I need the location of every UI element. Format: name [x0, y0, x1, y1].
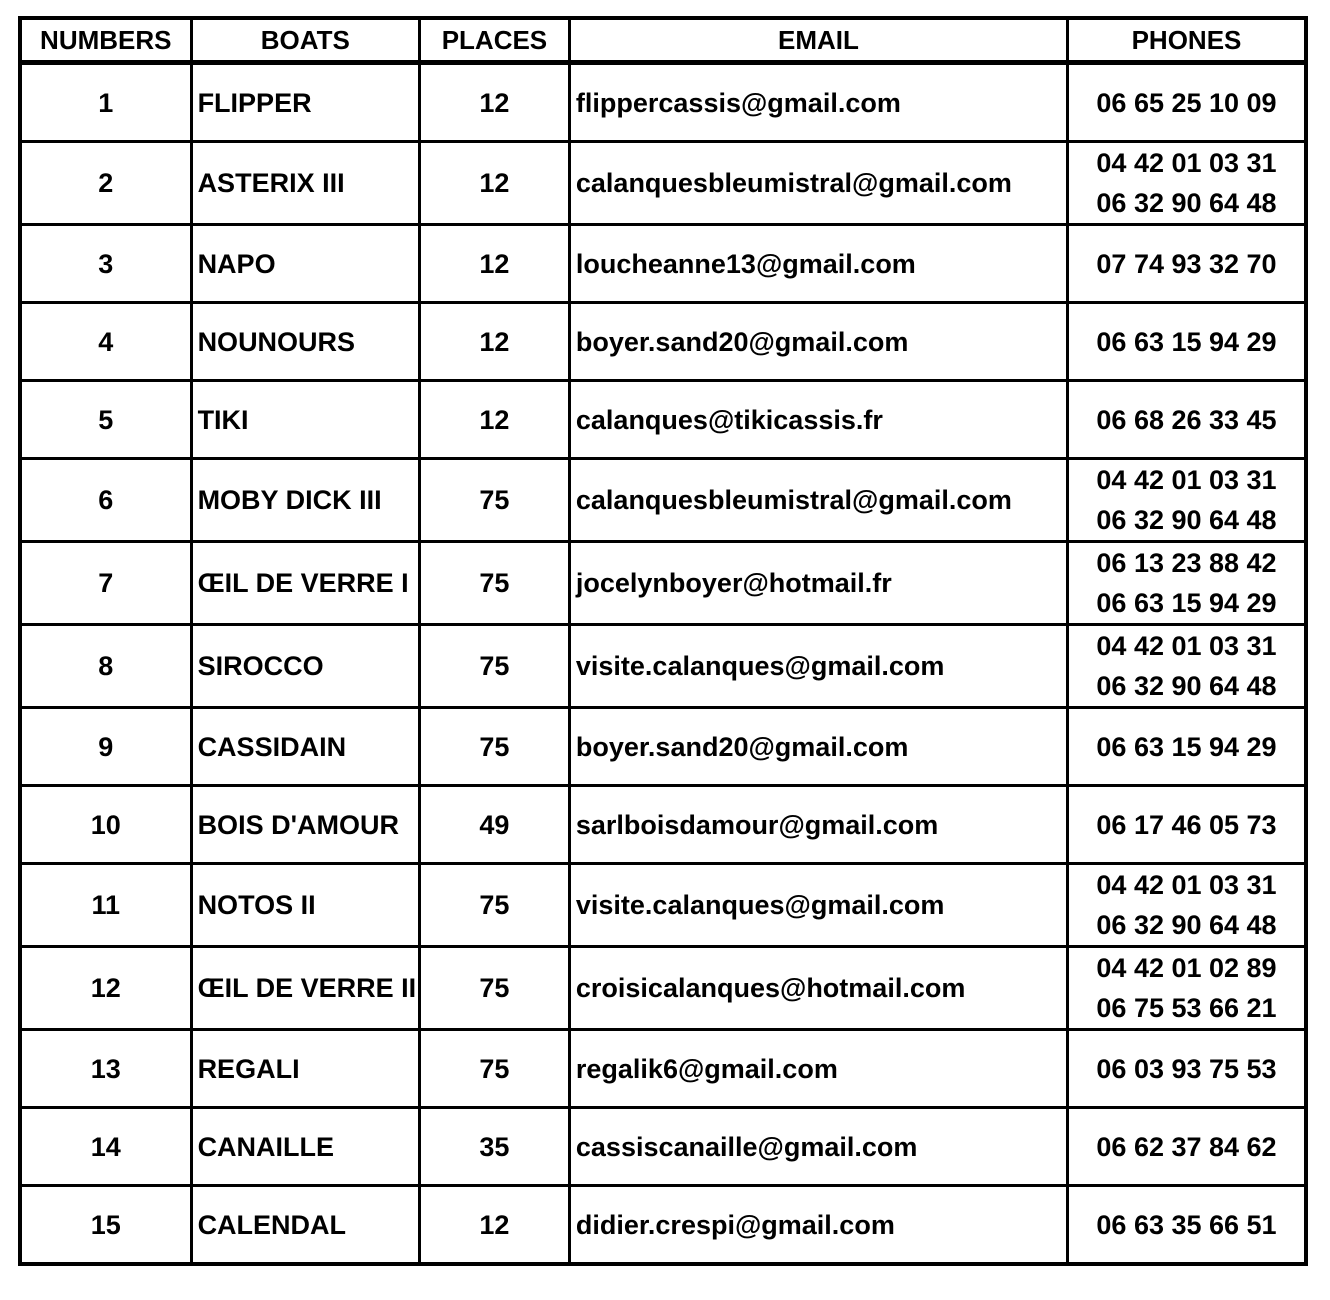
- header-places: PLACES: [419, 18, 569, 63]
- boat-email-cell: calanquesbleumistral@gmail.com: [569, 142, 1067, 225]
- header-email: EMAIL: [569, 18, 1067, 63]
- boat-email-cell: sarlboisdamour@gmail.com: [569, 786, 1067, 864]
- boat-number-cell: 7: [20, 542, 191, 625]
- phone-number: 07 74 93 32 70: [1096, 248, 1277, 279]
- boat-places-cell: 12: [419, 225, 569, 303]
- boat-number-cell: 13: [20, 1030, 191, 1108]
- boat-name-cell: NOUNOURS: [191, 303, 419, 381]
- boat-places-cell: 49: [419, 786, 569, 864]
- table-row: [20, 1030, 1306, 1108]
- phone-number: 06 63 15 94 29: [1096, 326, 1277, 357]
- boat-places-cell: 12: [419, 1186, 569, 1265]
- phone-number: 06 63 15 94 29: [1096, 731, 1277, 762]
- boat-number-cell: 6: [20, 459, 191, 542]
- boat-number-cell: 4: [20, 303, 191, 381]
- phone-number: 06 32 90 64 48: [1096, 910, 1277, 940]
- boat-name-cell: CANAILLE: [191, 1108, 419, 1186]
- table-row: [20, 542, 1306, 625]
- table-row: [20, 142, 1306, 225]
- boat-places-cell: 75: [419, 1030, 569, 1108]
- boat-email-cell: croisicalanques@hotmail.com: [569, 947, 1067, 1030]
- boat-phones-cell: [1067, 142, 1306, 225]
- boat-name-cell: FLIPPER: [191, 63, 419, 142]
- table-row: [20, 225, 1306, 303]
- phone-number: 04 42 01 03 31: [1096, 870, 1277, 900]
- header-row: [20, 18, 1306, 63]
- boat-places-cell: 12: [419, 63, 569, 142]
- table-row: [20, 864, 1306, 947]
- boat-places-cell: 75: [419, 459, 569, 542]
- boat-phones-cell: [1067, 63, 1306, 142]
- table-row: [20, 1108, 1306, 1186]
- boat-name-cell: REGALI: [191, 1030, 419, 1108]
- boat-phones-cell: [1067, 1186, 1306, 1265]
- boat-number-cell: 8: [20, 625, 191, 708]
- table-body: [20, 63, 1306, 1265]
- boat-name-cell: ASTERIX III: [191, 142, 419, 225]
- boat-places-cell: 12: [419, 303, 569, 381]
- phone-number: 06 62 37 84 62: [1096, 1131, 1277, 1162]
- boat-name-cell: NAPO: [191, 225, 419, 303]
- phone-number: 06 32 90 64 48: [1096, 505, 1277, 535]
- table-header: [20, 18, 1306, 63]
- phone-number: 06 68 26 33 45: [1096, 404, 1277, 435]
- boat-name-cell: MOBY DICK III: [191, 459, 419, 542]
- boat-name-cell: SIROCCO: [191, 625, 419, 708]
- boat-email-cell: didier.crespi@gmail.com: [569, 1186, 1067, 1265]
- boat-phones-cell: [1067, 303, 1306, 381]
- boat-places-cell: 35: [419, 1108, 569, 1186]
- boat-places-cell: 75: [419, 708, 569, 786]
- boat-places-cell: 12: [419, 142, 569, 225]
- boats-table: [18, 16, 1308, 1266]
- boat-number-cell: 10: [20, 786, 191, 864]
- boat-email-cell: boyer.sand20@gmail.com: [569, 303, 1067, 381]
- boat-phones-cell: [1067, 786, 1306, 864]
- table-row: [20, 708, 1306, 786]
- boat-phones-cell: [1067, 625, 1306, 708]
- boat-phones-cell: [1067, 225, 1306, 303]
- boat-phones-cell: [1067, 459, 1306, 542]
- boat-email-cell: jocelynboyer@hotmail.fr: [569, 542, 1067, 625]
- boat-phones-cell: [1067, 1030, 1306, 1108]
- table-row: [20, 63, 1306, 142]
- boat-phones-cell: [1067, 1108, 1306, 1186]
- header-boats: BOATS: [191, 18, 419, 63]
- phone-number: 06 17 46 05 73: [1096, 809, 1277, 840]
- boat-email-cell: cassiscanaille@gmail.com: [569, 1108, 1067, 1186]
- phone-number: 06 65 25 10 09: [1096, 87, 1277, 118]
- boat-number-cell: 2: [20, 142, 191, 225]
- phone-number: 04 42 01 02 89: [1096, 953, 1277, 983]
- phone-number: 06 32 90 64 48: [1096, 671, 1277, 701]
- table-row: [20, 303, 1306, 381]
- boat-name-cell: TIKI: [191, 381, 419, 459]
- phone-number: 06 32 90 64 48: [1096, 188, 1277, 218]
- boat-number-cell: 1: [20, 63, 191, 142]
- boat-name-cell: NOTOS II: [191, 864, 419, 947]
- boat-places-cell: 75: [419, 625, 569, 708]
- boat-name-cell: BOIS D'AMOUR: [191, 786, 419, 864]
- table-row: [20, 947, 1306, 1030]
- phone-number: 06 03 93 75 53: [1096, 1053, 1277, 1084]
- boat-name-cell: CALENDAL: [191, 1186, 419, 1265]
- table-row: [20, 381, 1306, 459]
- phone-number: 04 42 01 03 31: [1096, 148, 1277, 178]
- table-row: [20, 786, 1306, 864]
- boat-phones-cell: [1067, 708, 1306, 786]
- table-row: [20, 1186, 1306, 1265]
- boat-email-cell: boyer.sand20@gmail.com: [569, 708, 1067, 786]
- boat-email-cell: loucheanne13@gmail.com: [569, 225, 1067, 303]
- boat-email-cell: visite.calanques@gmail.com: [569, 864, 1067, 947]
- boat-number-cell: 14: [20, 1108, 191, 1186]
- boat-email-cell: regalik6@gmail.com: [569, 1030, 1067, 1108]
- phone-number: 04 42 01 03 31: [1096, 631, 1277, 661]
- table-row: [20, 459, 1306, 542]
- boat-number-cell: 11: [20, 864, 191, 947]
- phone-number: 06 13 23 88 42: [1096, 548, 1277, 578]
- boat-places-cell: 75: [419, 542, 569, 625]
- boat-number-cell: 5: [20, 381, 191, 459]
- phone-number: 06 63 35 66 51: [1096, 1209, 1277, 1240]
- table-row: [20, 625, 1306, 708]
- boat-places-cell: 75: [419, 864, 569, 947]
- boat-places-cell: 12: [419, 381, 569, 459]
- boat-phones-cell: [1067, 381, 1306, 459]
- boat-phones-cell: [1067, 542, 1306, 625]
- boat-number-cell: 9: [20, 708, 191, 786]
- boat-email-cell: visite.calanques@gmail.com: [569, 625, 1067, 708]
- boat-name-cell: CASSIDAIN: [191, 708, 419, 786]
- boat-phones-cell: [1067, 864, 1306, 947]
- boat-places-cell: 75: [419, 947, 569, 1030]
- boat-number-cell: 15: [20, 1186, 191, 1265]
- boat-email-cell: calanquesbleumistral@gmail.com: [569, 459, 1067, 542]
- phone-number: 04 42 01 03 31: [1096, 465, 1277, 495]
- boat-number-cell: 12: [20, 947, 191, 1030]
- header-numbers: NUMBERS: [20, 18, 191, 63]
- boat-number-cell: 3: [20, 225, 191, 303]
- boat-phones-cell: [1067, 947, 1306, 1030]
- boat-email-cell: calanques@tikicassis.fr: [569, 381, 1067, 459]
- boat-email-cell: flippercassis@gmail.com: [569, 63, 1067, 142]
- phone-number: 06 75 53 66 21: [1096, 993, 1277, 1023]
- boat-name-cell: ŒIL DE VERRE II: [191, 947, 419, 1030]
- boat-name-cell: ŒIL DE VERRE I: [191, 542, 419, 625]
- phone-number: 06 63 15 94 29: [1096, 588, 1277, 618]
- header-phones: PHONES: [1067, 18, 1306, 63]
